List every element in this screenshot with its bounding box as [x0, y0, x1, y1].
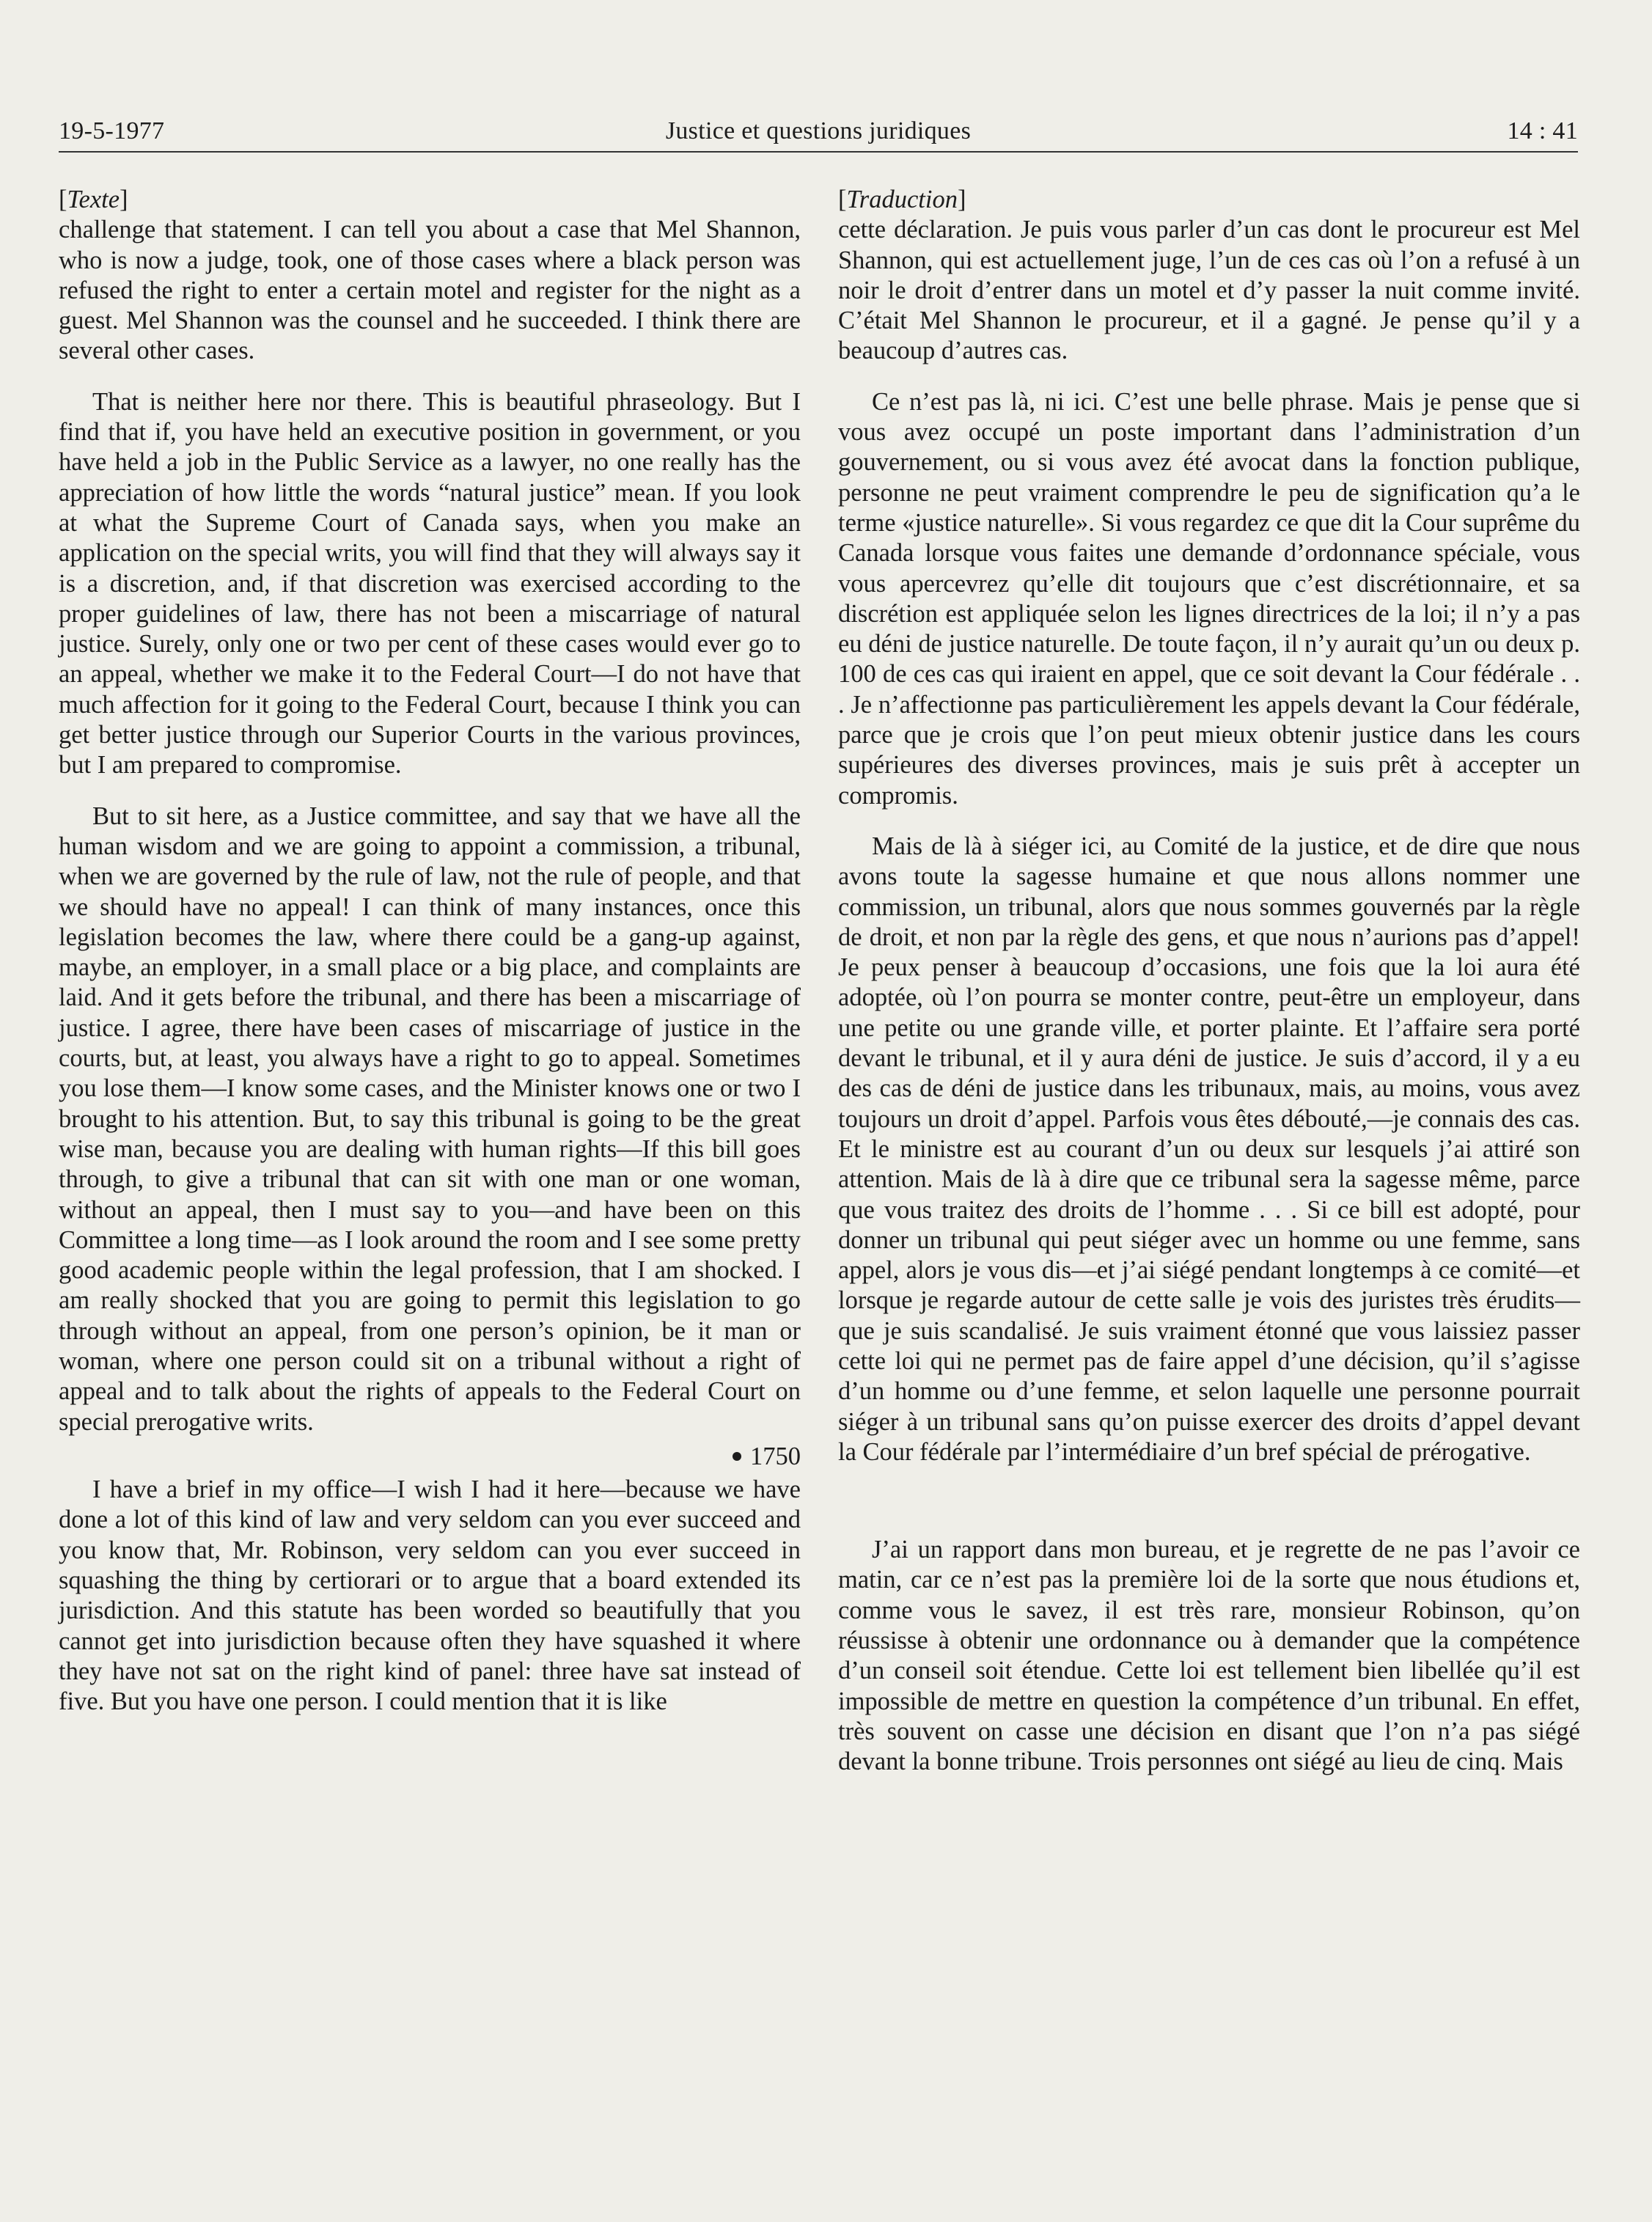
- header-title: Justice et questions juridiques: [665, 117, 972, 144]
- paragraph: That is neither here nor there. This is beautiful phraseology. But I find that if, you have held an executive position in government, or you have held a job in the Public Service as a lawyer, no one really has the appreciation of how little the words “natural justice” mean. If you look at what the Supreme Court of Canada says, when you make an application on the special writs, you will find that they will always say it is a discretion, and, if that discretion was exercised according to the proper guidelines of law, there has not been a miscarriage of natural justice. Surely, only one or two per cent of these cases would ever go to an appeal, whether we make it to the Federal Court—I do not have that much affection for it going to the Federal Court, because I think you can get better justice through our Superior Courts in the various provinces, but I am prepared to compromise.: [59, 387, 801, 780]
- paragraph: But to sit here, as a Justice committee, and say that we have all the human wisdom and we are going to appoint a commission, a tribunal, when we are governed by the rule of law, not the rule of people, and that we should have no appeal! I can think of many instances, once this legislation becomes the law, where there could be a gang-up against, maybe, an employer, in a small place or a big place, and complaints are laid. And it gets before the tribunal, and there has been a miscarriage of justice. I agree, there have been cases of miscarriage of justice in the courts, but, at least, you always have a right to go to appeal. Sometimes you lose them—I know some cases, and the Minister knows one or two I brought to his attention. But, to say this tribunal is going to be the great wise man, because you are dealing with human rights—If this bill goes through, to give a tribunal that can sit with one man or one woman, without an appeal, then I must say to you—and have been on this Committee a long time—as I look around the room and I see some pretty good academic people within the legal profession, that I am shocked. I am really shocked that you are going to permit this legislation to go through without an appeal, from one person’s opinion, be it man or woman, where one person could sit on a tribunal without a right of appeal and to talk about the rights of appeals to the Federal Court on special prerogative writs.: [59, 802, 801, 1436]
- column-label-french: [Traduction]: [838, 186, 966, 213]
- paragraph: J’ai un rapport dans mon bureau, et je regrette de ne pas l’avoir ce matin, car ce n’est pas la première loi de la sorte que nous étudions et, comme vous le savez, il est très rare, monsieur Robinson, qu’on réussisse à obtenir une ordonnance ou à demander que la compétence d’un conseil soit étendue. Cette loi est tellement bien libellée qu’il est impossible de mettre en question la compétence d’un tribunal. En effet, très souvent on casse une décision en disant que l’on n’a pas siégé devant la bonne tribune. Trois personnes ont siégé au lieu de cinq. Mais: [838, 1536, 1580, 1776]
- time-marker: 1750: [59, 1442, 801, 1472]
- paragraph: challenge that statement. I can tell you about a case that Mel Shannon, who is now a judge, took, one of those cases where a black person was refused the right to enter a certain motel and register for the night as a guest. Mel Shannon was the counsel and he succeeded. I think there are several other cases.: [59, 216, 801, 365]
- header-date: 19-5-1977: [59, 117, 165, 144]
- paragraph: I have a brief in my office—I wish I had it here—because we have done a lot of this kind of law and very seldom can you ever succeed and you know that, Mr. Robinson, very seldom can you ever succeed in squashing the thing by certiorari or to argue that a board extended its jurisdiction. And this statute has been worded so beautifully that you cannot get into jurisdiction because often they have squashed it where they have not sat on the right kind of panel: three have sat instead of five. But you have one person. I could mention that it is like: [59, 1475, 801, 1716]
- paragraph: cette déclaration. Je puis vous parler d’un cas dont le procureur est Mel Shannon, qui est actuellement juge, l’un de ces cas où l’on a refusé à un noir le droit d’entrer dans un motel et d’y passer la nuit comme invité. C’était Mel Shannon le procureur, et il a gagné. Je pense qu’il y a beaucoup d’autres cas.: [838, 216, 1580, 365]
- paragraph: Mais de là à siéger ici, au Comité de la justice, et de dire que nous avons toute la sagesse humaine et que nous allons nommer une commission, un tribunal, alors que nous sommes gouvernés par la règle de droit, et non par la règle des gens, et que nous n’aurions pas d’appel! Je peux penser à beaucoup d’occasions, une fois que la loi aura été adoptée, où l’on pourra se monter contre, peut-être un employeur, dans une petite ou une grande ville, et porter plainte. Et l’affaire sera porté devant le tribunal, et il y aura déni de justice. Je suis d’accord, il y a eu des cas de déni de justice dans les tribunaux, mais, au moins, vous avez toujours un droit d’appel. Parfois vous êtes débouté,—je connais des cas. Et le ministre est au courant d’un ou deux sur lesquels j’ai attiré son attention. Mais de là à dire que ce tribunal sera la sagesse même, parce que vous traitez des droits de l’homme . . . Si ce bill est adopté, pour donner un tribunal qui peut siéger avec un homme ou une femme, sans appel, alors je vous dis—et j’ai siégé pendant longtemps à ce comité—et lorsque je regarde autour de cette salle je vois des juristes très érudits—que je suis scandalisé. Je suis vraiment étonné que vous laissiez passer cette loi qui ne permet pas de faire appel d’une décision, qu’il s’agisse d’un homme ou d’une femme, et selon laquelle une personne pourrait siéger à un tribunal sans qu’on puisse exercer des droits d’appel devant la Cour fédérale par l’intermédiaire d’un bref spécial de prérogative.: [838, 832, 1580, 1466]
- paragraph: Ce n’est pas là, ni ici. C’est une belle phrase. Mais je pense que si vous avez occupé un poste important dans l’administration d’un gouvernement, ou si vous avez été avocat dans la fonction publique, personne ne peut vraiment comprendre le peu de signification qu’a le terme «justice naturelle». Si vous regardez ce que dit la Cour suprême du Canada lorsque vous faites une demande d’ordonnance spéciale, vous vous apercevrez qu’elle dit toujours que c’est discrétionnaire, et sa discrétion est appliquée selon les lignes directrices de la loi; il n’y a pas eu déni de justice naturelle. De toute façon, il n’y aurait qu’un ou deux p. 100 de ces cas qui iraient en appel, que ce soit devant la Cour fédérale . . . Je n’affectionne pas particulièrement les appels devant la Cour fédérale, parce que je crois que l’on peut mieux obtenir justice dans les cours supérieures des diverses provinces, mais je suis prêt à accepter un compromis.: [838, 387, 1580, 810]
- bullet-icon: [733, 1452, 741, 1461]
- running-header: [59, 109, 1578, 153]
- header-page-number: 14 : 41: [1507, 117, 1578, 144]
- column-label-english: [Texte]: [59, 186, 128, 213]
- english-column: [59, 185, 801, 1717]
- french-column: [838, 185, 1580, 1778]
